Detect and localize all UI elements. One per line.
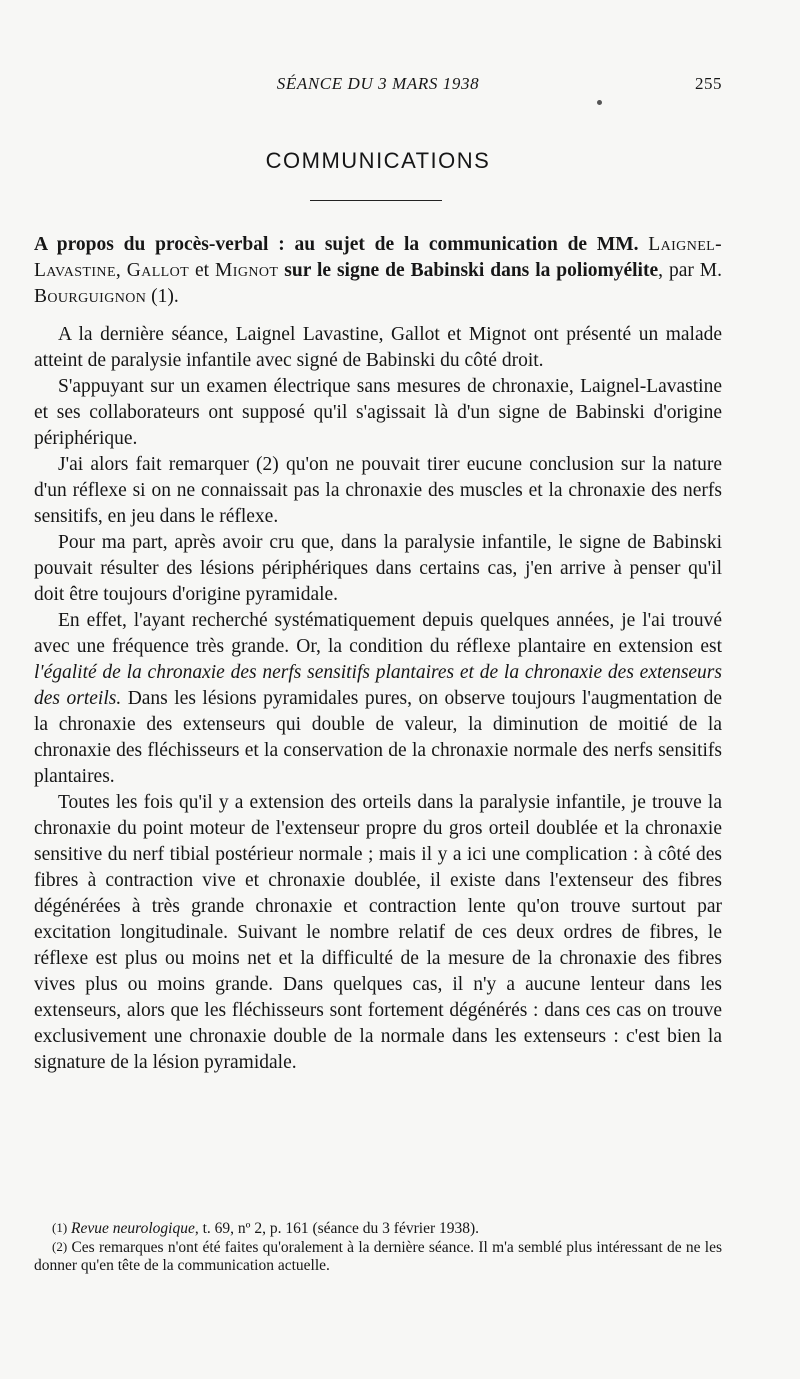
heading-subject: sur le signe de Babinski dans la poliomyélite: [278, 260, 659, 281]
paragraph-3: J'ai alors fait remarquer (2) qu'on ne pouvait tirer eucune conclusion sur la nature d'un réflexe si on ne connaissait pas la chronaxie des muscles et la chronaxie des nerfs sensitifs, en jeu dans le réflexe.: [34, 454, 722, 527]
footnote-2-marker: (2): [52, 1239, 68, 1254]
running-title: SÉANCE DU 3 MARS 1938: [276, 74, 480, 93]
paragraph-5-opening: En effet, l'ayant recherché systématiquement depuis quelques années, je l'ai trouvé avec une fréquence très grande. Or, la condition du réflexe plantaire en extension est: [34, 610, 722, 657]
heading-par: , par M.: [658, 260, 722, 281]
paragraph-5: [34, 608, 722, 790]
footnote-1-journal: Revue neurologique: [71, 1220, 195, 1237]
paragraph-1: A la dernière séance, Laignel Lavastine, Gallot et Mignot ont présenté un malade atteint de paralysie infantile avec signé de Babinski du côté droit.: [34, 324, 722, 371]
article-heading: [34, 232, 722, 310]
heading-footnote-reference: (1).: [146, 286, 179, 307]
title-divider: [310, 200, 442, 201]
print-dot-mark: [597, 100, 602, 105]
heading-start: A propos du procès-verbal : au sujet de la communication de MM.: [34, 234, 649, 255]
author-gallot: Gallot: [126, 260, 190, 281]
paragraph-6: Toutes les fois qu'il y a extension des orteils dans la paralysie infantile, je trouve la chronaxie du point moteur de l'extenseur propre du gros orteil doublée et la chronaxie sensitive du nerf tibial postérieur normale ; mais il y a ici une complication : à côté des fibres à contraction vive et chronaxie doublée, il existe dans l'extenseur des fibres dégénérées à très grande chronaxie et contraction lente qu'on trouve surtout par excitation longitudinale. Suivant le nombre relatif de ces deux ordres de fibres, le réflexe est plus ou moins net et la difficulté de la mesure de la chronaxie des fibres vives plus ou moins grande. Dans quelques cas, il n'y a aucune lenteur dans les extenseurs, alors que les fléchisseurs sont fortement dégénérés : dans ces cas on trouve exclusivement une chronaxie double de la normale dans les extenseurs : c'est bien la signature de la lésion pyramidale.: [34, 792, 722, 1073]
paragraph-4: Pour ma part, après avoir cru que, dans la paralysie infantile, le signe de Babinski pouvait résulter des lésions périphériques dans certains cas, j'en arrive à penser qu'il doit être toujours d'origine pyramidale.: [34, 532, 722, 605]
heading-comma: ,: [115, 260, 127, 281]
author-laignel-lavastine: Laignel-Lavastine: [34, 234, 722, 281]
article-body: [34, 322, 722, 1076]
footnote-2: [34, 1238, 722, 1275]
paragraph-2: S'appuyant sur un examen électrique sans mesures de chronaxie, Laignel-Lavastine et ses collaborateurs ont supposé qu'il s'agissait là d'un signe de Babinski d'origine périphérique.: [34, 376, 722, 449]
running-header: [34, 74, 722, 98]
paragraph-5-italic-condition: l'égalité de la chronaxie des nerfs sensitifs plantaires et de la chronaxie des extenseurs des orteils.: [34, 662, 722, 709]
footnote-2-text: Ces remarques n'ont été faites qu'oralement à la dernière séance. Il m'a semblé plus intéressant de ne les donner qu'en tête de la communication actuelle.: [34, 1239, 722, 1274]
paragraph-5-closing: Dans les lésions pyramidales pures, on observe toujours l'augmentation de la chronaxie des extenseurs qui double de valeur, la diminution de moitié de la chronaxie des fléchisseurs et la conservation de la chronaxie normale des nerfs sensitifs plantaires.: [34, 688, 722, 787]
heading-et: et: [189, 260, 216, 281]
section-title: COMMUNICATIONS: [265, 148, 491, 173]
page-number: 255: [695, 74, 722, 93]
author-bourguignon: Bourguignon: [34, 286, 147, 307]
footnote-1: [34, 1219, 722, 1238]
footnote-1-marker: (1): [52, 1220, 68, 1235]
footnotes: [34, 1219, 722, 1275]
author-mignot: Mignot: [215, 260, 279, 281]
printed-page: [34, 0, 722, 1379]
footnote-1-reference: , t. 69, nº 2, p. 161 (séance du 3 février 1938).: [194, 1220, 480, 1237]
